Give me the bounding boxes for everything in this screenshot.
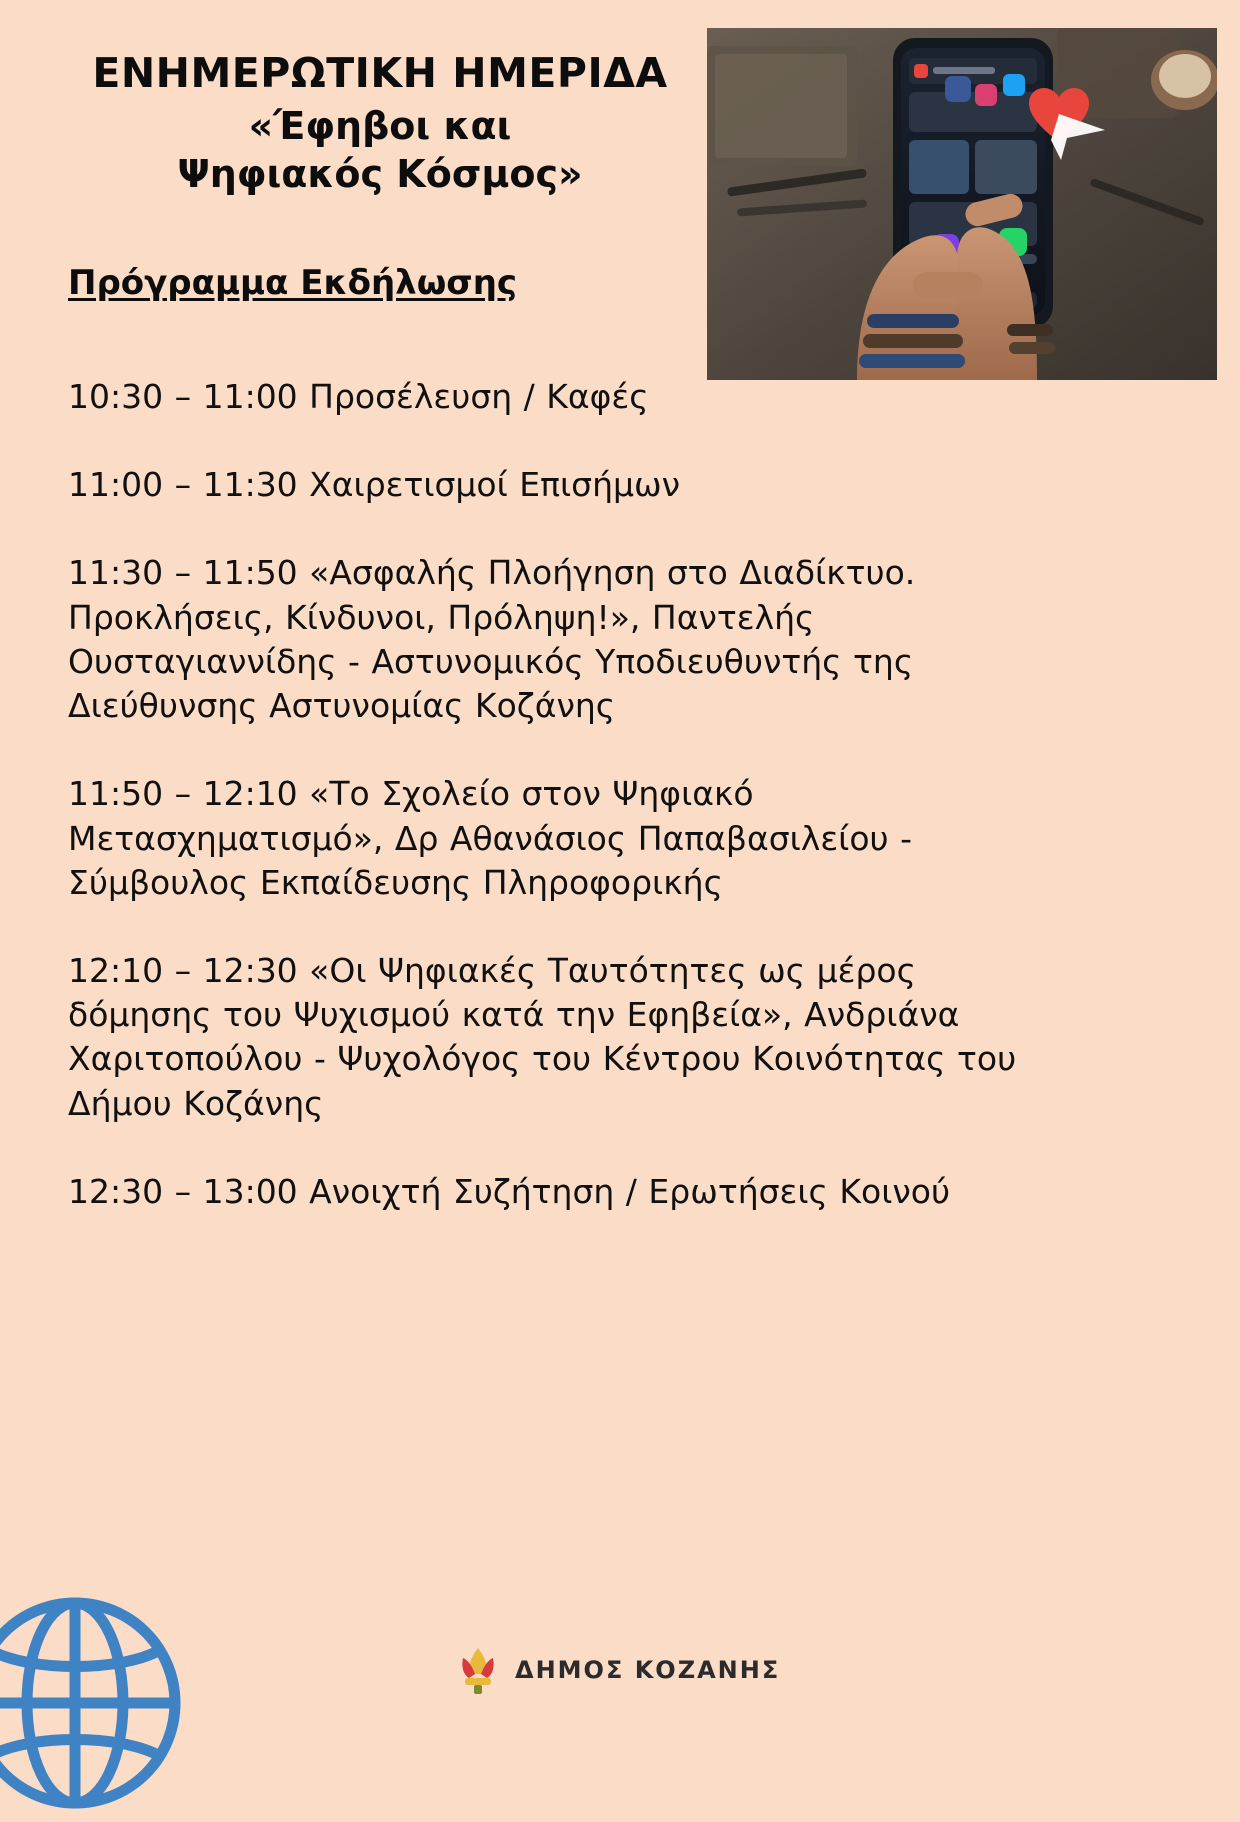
program-item: 11:50 – 12:10 «Το Σχολείο στον Ψηφιακό Μετασχηματισμό», Δρ Αθανάσιος Παπαβασιλείου - Σύμβουλος Εκπαίδευσης Πληροφορικής	[68, 774, 913, 902]
hero-photo	[707, 28, 1217, 380]
page-title-line-1: ΕΝΗΜΕΡΩΤΙΚΗ ΗΜΕΡΙΔΑ	[92, 49, 668, 97]
municipality-branding	[455, 1644, 780, 1696]
program-list	[68, 375, 1068, 1258]
program-item: 11:00 – 11:30 Χαιρετισμοί Επισήμων	[68, 465, 681, 505]
program-item: 11:30 – 11:50 «Ασφαλής Πλοήγηση στο Διαδίκτυο. Προκλήσεις, Κίνδυνοι, Πρόληψη!», Παντελής Ουσταγιαννίδης - Αστυνομικός Υποδιευθυντής της Διεύθυνσης Αστυνομίας Κοζάνης	[68, 553, 916, 726]
globe-icon	[0, 1588, 190, 1818]
municipality-label: ΔΗΜΟΣ ΚΟΖΑΝΗΣ	[515, 1656, 781, 1684]
program-item: 12:30 – 13:00 Ανοιχτή Συζήτηση / Ερωτήσεις Κοινού	[68, 1171, 951, 1211]
page-title-line-2: «Έφηβοι και	[248, 104, 512, 149]
program-subtitle: Πρόγραμμα Εκδήλωσης	[68, 263, 518, 303]
program-item: 10:30 – 11:00 Προσέλευση / Καφές	[68, 377, 649, 416]
program-item: 12:10 – 12:30 «Οι Ψηφιακές Ταυτότητες ως μέρος δόμησης του Ψυχισμού κατά την Εφηβεία», Ανδριάνα Χαριτοπούλου - Ψυχολόγος του Κέντρου Κοινότητας του Δήμου Κοζάνης	[68, 950, 1017, 1123]
crocus-flower-logo-icon	[455, 1644, 501, 1696]
poster-footer	[0, 1568, 1240, 1748]
title-block	[70, 50, 690, 198]
smartphone-photo-illustration	[707, 28, 1217, 380]
page-title-line-3: Ψηφιακός Κόσμος»	[177, 151, 583, 196]
